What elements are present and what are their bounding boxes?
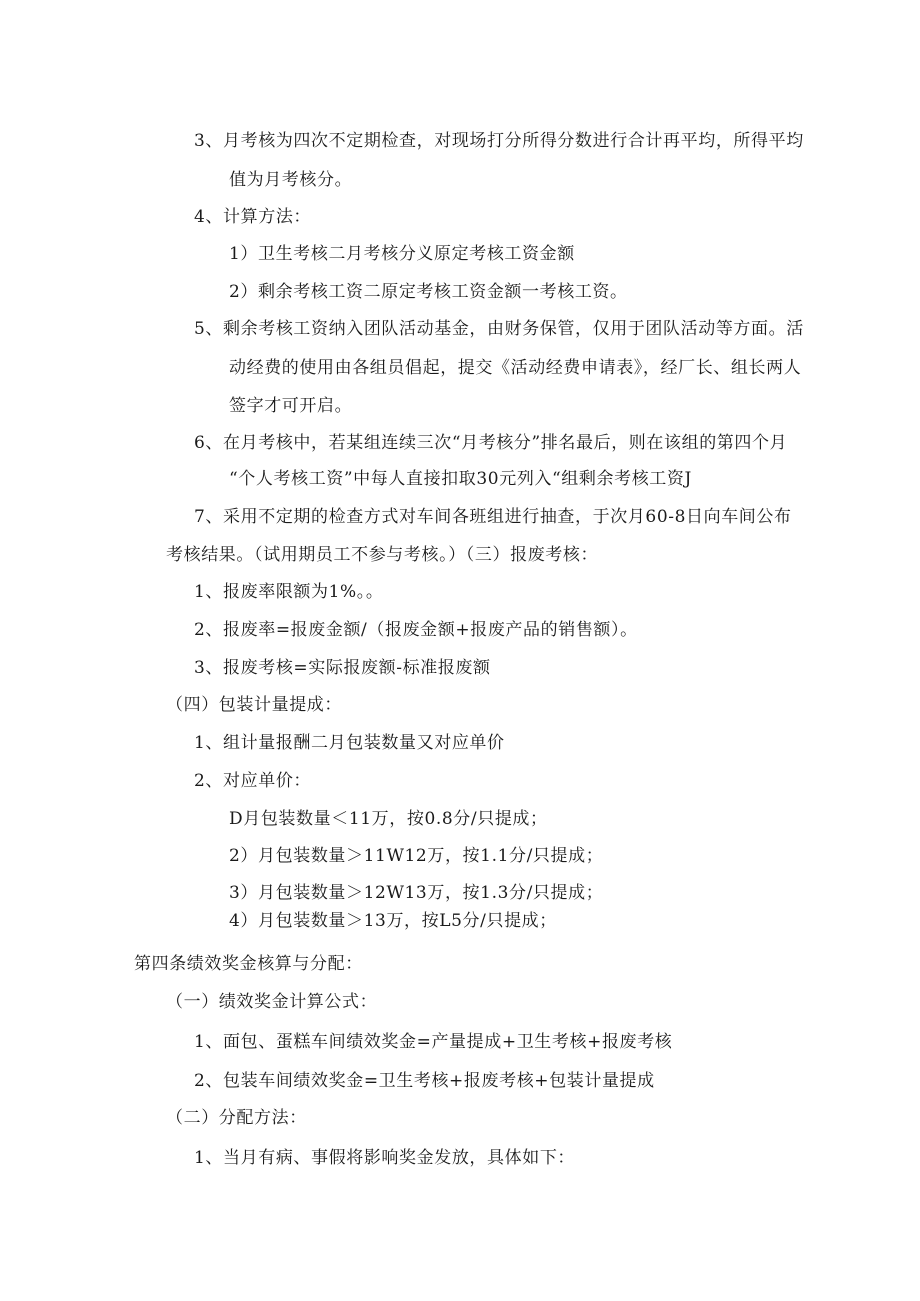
text-line: 4）月包装数量＞13万，按L5分/只提成；	[229, 911, 557, 931]
text-line: 2、对应单价：	[194, 771, 312, 791]
text-line: D月包装数量＜11万，按0.8分/只提成；	[229, 809, 548, 829]
text-line: 1、组计量报酬二月包装数量又对应单价	[194, 733, 505, 753]
text-line: 考核结果。（试用期员工不参与考核。）（三）报废考核：	[166, 545, 599, 565]
text-line: 2）月包装数量＞11W12万，按1.1分/只提成；	[229, 846, 604, 866]
text-line: “个人考核工资”中每人直接扣取30元列入“组剩余考核工资J	[229, 469, 692, 489]
text-line: 5、剩余考核工资纳入团队活动基金，由财务保管，仅用于团队活动等方面。活	[194, 319, 804, 339]
text-line: 3、月考核为四次不定期检查，对现场打分所得分数进行合计再平均，所得平均	[194, 131, 804, 151]
text-line: 1、面包、蛋糕车间绩效奖金=产量提成+卫生考核+报废考核	[194, 1032, 673, 1052]
text-line: 2、包装车间绩效奖金=卫生考核+报废考核+包装计量提成	[194, 1071, 655, 1091]
text-line: 7、采用不定期的检查方式对车间各班组进行抽查，于次月60-8日向车间公布	[194, 507, 792, 527]
text-line: 6、在月考核中，若某组连续三次“月考核分”排名最后，则在该组的第四个月	[194, 433, 788, 453]
text-line: 签字才可开启。	[229, 396, 353, 416]
text-line: 1）卫生考核二月考核分义原定考核工资金额	[229, 244, 575, 264]
section-heading: （一）绩效奖金计算公式：	[166, 992, 378, 1012]
text-line: 3）月包装数量＞12W13万，按1.3分/只提成；	[229, 883, 604, 903]
text-line: 值为月考核分。	[229, 170, 353, 190]
text-line: 4、计算方法：	[194, 207, 312, 227]
text-line: 1、报废率限额为1%。。	[194, 582, 384, 602]
article-heading: 第四条绩效奖金核算与分配：	[134, 954, 363, 974]
section-heading: （二）分配方法：	[166, 1108, 307, 1128]
text-line: 3、报废考核=实际报废额-标准报废额	[194, 658, 491, 678]
text-line: 动经费的使用由各组员倡起，提交《活动经费申请表》，经厂长、组长两人	[229, 358, 802, 378]
section-heading: （四）包装计量提成：	[166, 695, 342, 715]
text-line: 2）剩余考核工资二原定考核工资金额一考核工资。	[229, 282, 628, 302]
text-line: 1、当月有病、事假将影响奖金发放，具体如下：	[194, 1148, 576, 1168]
text-line: 2、报废率=报废金额/（报废金额+报废产品的销售额）。	[194, 620, 638, 640]
